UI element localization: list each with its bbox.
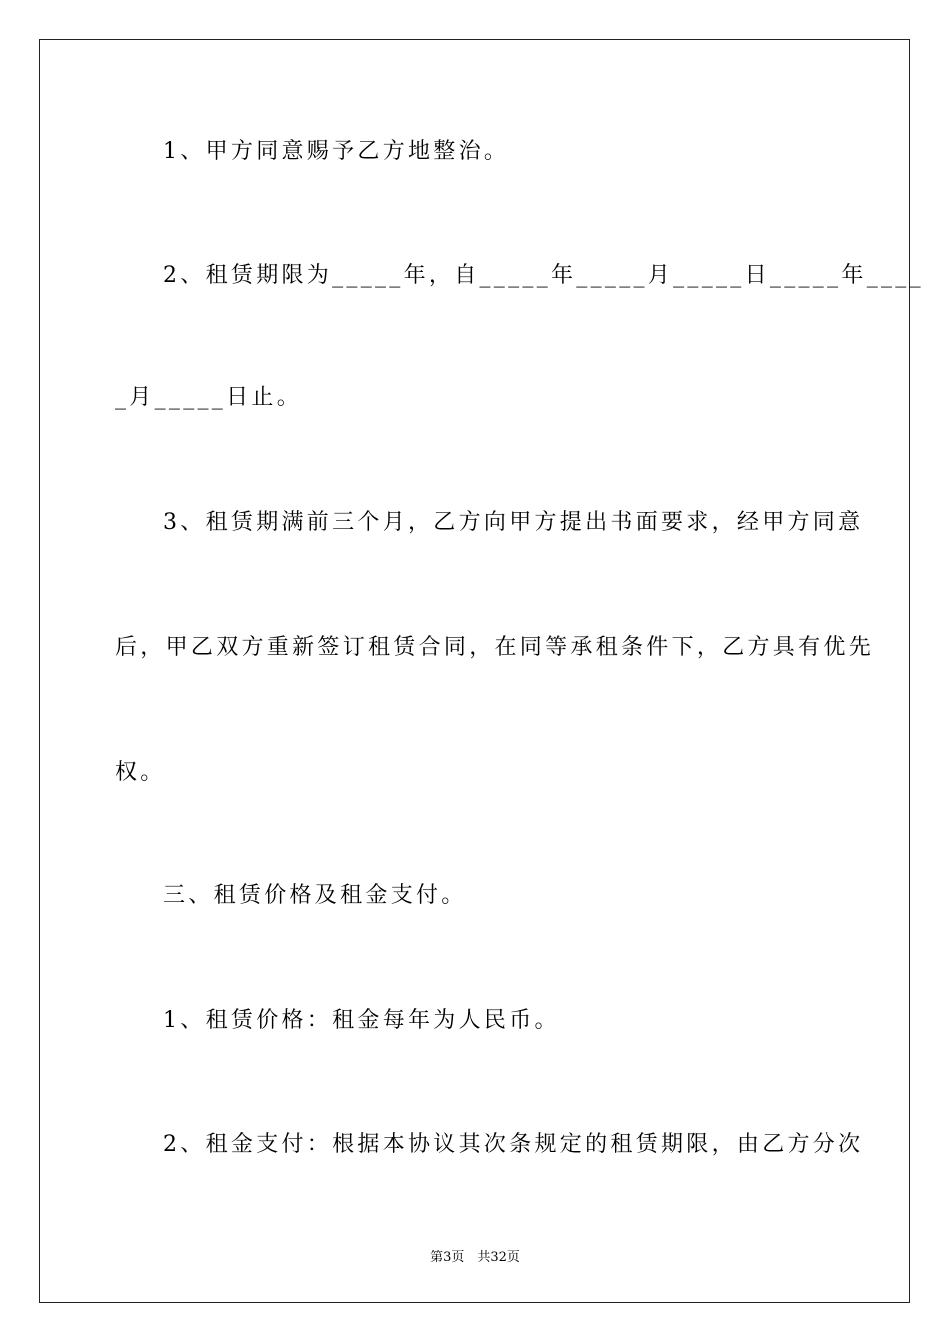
section-3-heading: 三、租赁价格及租金支付。 [163, 883, 467, 908]
clause-2-line-1: 2、租赁期限为_____年，自_____年_____月_____日_____年____ [163, 263, 924, 288]
clause-1-line: 1、甲方同意赐予乙方地整治。 [163, 139, 510, 164]
clause-3-line-1: 3、租赁期满前三个月，乙方向甲方提出书面要求，经甲方同意 [163, 510, 864, 535]
section-3-clause-1: 1、租赁价格：租金每年为人民币。 [163, 1008, 560, 1033]
section-3-clause-2: 2、租金支付：根据本协议其次条规定的租赁期限，由乙方分次 [163, 1132, 864, 1157]
clause-2-line-2: _月_____日止。 [115, 385, 303, 410]
page-border [39, 39, 910, 1303]
page-number-footer: 第3页 共32页 [430, 1250, 520, 1265]
clause-3-line-3: 权。 [115, 760, 166, 785]
clause-3-line-2: 后，甲乙双方重新签订租赁合同，在同等承租条件下，乙方具有优先 [115, 635, 875, 660]
